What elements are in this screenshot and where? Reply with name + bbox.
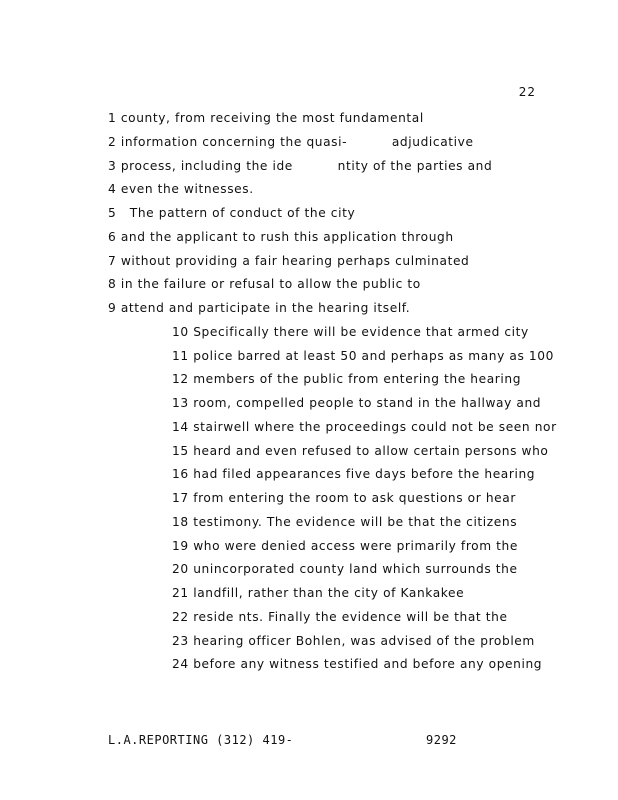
transcript-line (108, 582, 548, 606)
line-number: 15 (172, 443, 189, 458)
line-text: reside nts. Finally the evidence will be that the (193, 609, 508, 624)
line-text: process, including the ide ntity of the parties and (120, 158, 493, 173)
transcript-lines (108, 107, 557, 677)
line-text: without providing a fair hearing perhaps culminated (120, 253, 470, 268)
line-number: 20 (172, 562, 189, 577)
transcript-line (108, 131, 548, 155)
line-text: who were denied access were primarily from the (193, 538, 518, 553)
transcript-line (108, 535, 548, 559)
page-footer (108, 733, 468, 789)
transcript-line (108, 321, 548, 345)
line-text: unincorporated county land which surrounds the (193, 562, 518, 577)
transcript-line (108, 178, 548, 202)
transcript-line (108, 155, 548, 179)
line-number: 11 (172, 348, 189, 363)
transcript-line (108, 345, 554, 369)
line-number: 7 (108, 253, 117, 268)
reporter-phone: L.A.REPORTING (312) 419- (108, 733, 294, 747)
transcript-line (108, 606, 548, 630)
line-number: 16 (172, 467, 189, 482)
line-text: landfill, rather than the city of Kankakee (193, 586, 465, 600)
line-number: 10 (172, 324, 189, 339)
line-number: 14 (172, 419, 189, 434)
line-text: information concerning the quasi- adjudicative (120, 134, 474, 149)
line-text: in the failure or refusal to allow the public to (120, 277, 421, 292)
line-number: 4 (108, 182, 117, 197)
transcript-line (108, 653, 548, 677)
page-number: 22 (518, 85, 536, 99)
line-text: even the witnesses. (120, 182, 254, 197)
line-text: room, compelled people to stand in the hallway and (193, 396, 542, 410)
transcript-line (108, 630, 548, 654)
transcript-line (108, 392, 548, 416)
line-number: 24 (172, 657, 189, 672)
line-number: 22 (172, 609, 189, 624)
transcript-line (108, 511, 548, 535)
line-text: from entering the room to ask questions or hear (193, 491, 516, 505)
transcript-line (108, 416, 557, 440)
line-number: 18 (172, 514, 189, 529)
line-text: stairwell where the proceedings could not be seen nor (193, 419, 557, 434)
transcript-line (108, 202, 548, 226)
transcript-line (108, 297, 548, 321)
line-text: before any witness testified and before any opening (193, 657, 543, 672)
line-text: and the applicant to rush this application through (120, 229, 454, 244)
transcript-line (108, 250, 548, 274)
line-number: 3 (108, 158, 117, 173)
line-number: 21 (172, 586, 189, 600)
transcript-line (108, 107, 548, 131)
transcript-line (108, 226, 548, 250)
line-number: 12 (172, 372, 189, 387)
line-number: 8 (108, 277, 117, 292)
line-text: Specifically there will be evidence that armed city (193, 324, 529, 339)
line-text: heard and even refused to allow certain persons who (193, 443, 549, 458)
line-number: 19 (172, 538, 189, 553)
line-text: had filed appearances five days before the hearing (193, 467, 536, 482)
line-number: 23 (172, 633, 189, 648)
transcript-line (108, 368, 548, 392)
line-number: 1 (108, 111, 117, 125)
line-text: county, from receiving the most fundamental (120, 111, 424, 125)
line-number: 9 (108, 301, 117, 315)
line-text: testimony. The evidence will be that the citizens (193, 514, 518, 529)
transcript-line (108, 273, 548, 297)
line-text: hearing officer Bohlen, was advised of the problem (193, 633, 535, 648)
line-number: 6 (108, 229, 117, 244)
line-text: The pattern of conduct of the city (120, 206, 356, 220)
transcript-line (108, 487, 548, 511)
line-text: members of the public from entering the hearing (193, 372, 522, 387)
line-number: 17 (172, 491, 189, 505)
line-number: 13 (172, 396, 189, 410)
line-number: 5 (108, 206, 117, 220)
reporter-phone-ext: 9292 (426, 733, 457, 747)
line-text: attend and participate in the hearing itself. (120, 301, 411, 315)
transcript-line (108, 463, 548, 487)
line-number: 2 (108, 134, 117, 149)
transcript-line (108, 558, 548, 582)
transcript-line (108, 440, 548, 464)
line-text: police barred at least 50 and perhaps as many as 100 (193, 348, 554, 363)
